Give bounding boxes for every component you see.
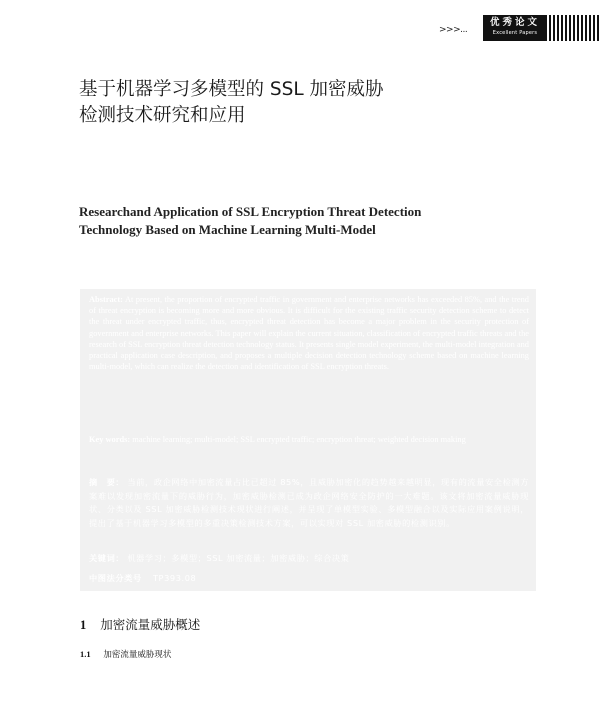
title-en-line1: Researchand Application of SSL Encryption Threat Detection — [79, 204, 422, 219]
title-en-line2: Technology Based on Machine Learning Multi-Model — [79, 222, 376, 237]
keywords-cn — [89, 552, 529, 566]
abstract-en — [89, 294, 529, 372]
barcode-stripes — [549, 15, 600, 41]
paper-title-cn — [79, 77, 479, 129]
keywords-text: machine learning; multi-model; SSL encrypted traffic; encryption threat; weighted decision making — [132, 435, 466, 444]
keywords-cn-label: 关键词： — [89, 553, 125, 563]
section-1-1-title: 加密流量威胁现状 — [103, 650, 172, 660]
column-tag-cn: 优秀论文 — [489, 17, 540, 28]
header-arrows: >>>... — [439, 25, 468, 35]
section-1-title: 加密流量威胁概述 — [100, 617, 201, 632]
title-cn-line2: 检测技术研究和应用 — [79, 105, 246, 126]
section-1-heading — [80, 615, 200, 633]
column-tag — [483, 15, 547, 41]
clc-number — [89, 572, 529, 586]
keywords-en — [89, 434, 529, 445]
abstract-text: At present, the proportion of encrypted traffic in government and enterprise networks has exceeded 85%, and the trend of threat encryption is becoming more and more obvious. It is difficult for the existing traffic security detection scheme to detect the threat under encrypted traffic, thus, encrypted threat detection has become a major problem in the security protection of government and enterprise networks. This paper will explain the current situation, classification of encrypted traffic threats and the research of SSL encryption threat detection technology status. It presents single model experiment, the multi-model integration and practical application case description, and proposes a multiple decision detection technology scheme based on machine learning multi-model, which can realize the detection and identification of SSL encryption threats. — [89, 295, 529, 372]
keywords-cn-text: 机器学习；多模型；SSL 加密流量；加密威胁；综合决策 — [127, 553, 350, 563]
abstract-cn-text: 当前，政企网络中加密流量占比已超过 85%，且威胁加密化的趋势越来越明显，现有的流量安全检测方案难以发现加密流量下的威胁行为，加密威胁检测已成为政企网络安全防护的一大难题。该文将加密流量威胁现状、分类以及 SSL 加密威胁检测技术现状进行阐述，并呈现了单模型实验、多模型融合以及实际应用案例说明，提出了基于机器学习多模型的多重决策检测技术方案，可以实现对 SSL 加密威胁的检测识别。 — [89, 477, 529, 528]
column-tag-en: Excellent Papers — [492, 30, 538, 36]
title-cn-line1: 基于机器学习多模型的 SSL 加密威胁 — [79, 79, 384, 100]
paper-title-en — [79, 203, 499, 239]
keywords-label: Key words: — [89, 435, 131, 444]
section-1-1-number: 1.1 — [80, 649, 91, 659]
abstract-label: Abstract: — [89, 295, 123, 304]
section-1-1-heading — [80, 648, 171, 660]
section-1-number: 1 — [80, 618, 87, 632]
journal-header — [425, 15, 600, 41]
abstract-cn — [89, 476, 529, 530]
clc-label: 中图法分类号 — [89, 573, 142, 583]
abstract-cn-label: 摘 要： — [89, 477, 125, 487]
clc-value: TP393.08 — [152, 573, 197, 583]
